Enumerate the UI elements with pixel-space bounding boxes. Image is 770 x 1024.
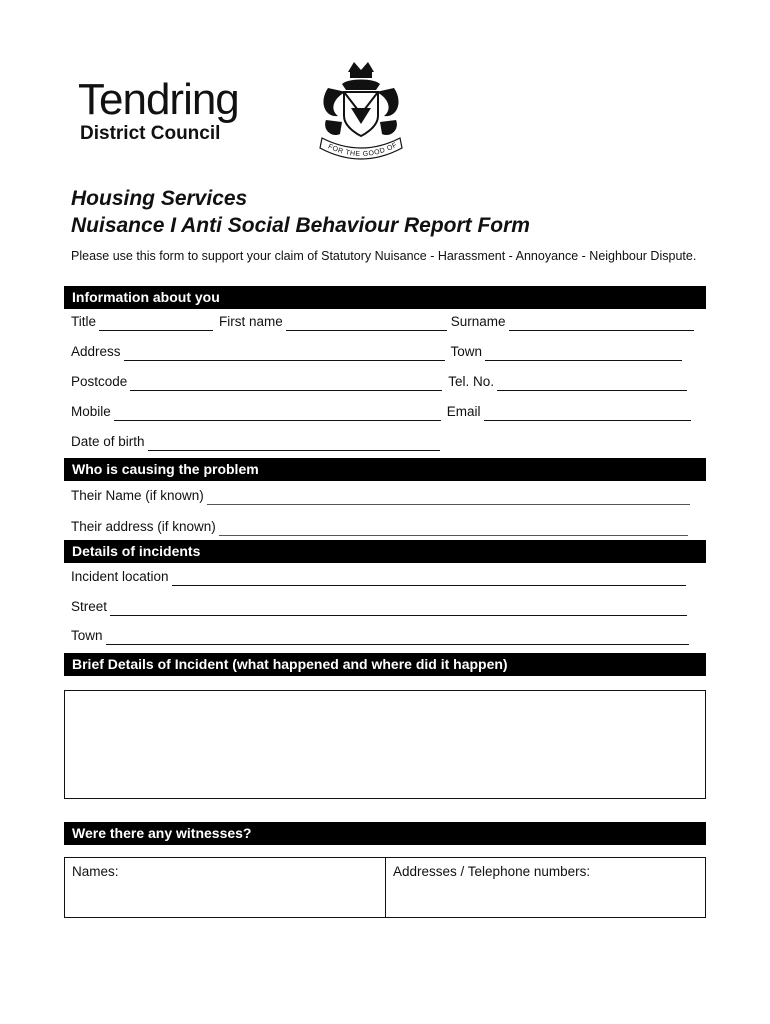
email-label: Email xyxy=(446,404,481,419)
page-title-line2: Nuisance I Anti Social Behaviour Report Form xyxy=(71,214,530,237)
section-header-about-you: Information about you xyxy=(64,286,706,309)
postcode-field[interactable] xyxy=(130,377,442,391)
surname-label: Surname xyxy=(450,314,506,329)
email-field[interactable] xyxy=(484,407,691,421)
street-field[interactable] xyxy=(110,602,687,616)
section-header-brief: Brief Details of Incident (what happened and where did it happen) xyxy=(64,653,706,676)
council-logo-name: Tendring xyxy=(78,75,239,124)
first-name-label: First name xyxy=(219,314,283,329)
incident-town-row xyxy=(71,627,689,645)
page-title-line1: Housing Services xyxy=(71,187,248,210)
section-header-witnesses: Were there any witnesses? xyxy=(64,822,706,845)
intro-text: Please use this form to support your claim of Statutory Nuisance - Harassment - Annoyance - Neighbour Dispute. xyxy=(71,249,697,263)
street-label: Street xyxy=(71,599,108,614)
witness-table-divider xyxy=(385,858,386,917)
dob-label: Date of birth xyxy=(71,434,145,449)
address-label: Address xyxy=(71,344,121,359)
brief-details-box[interactable] xyxy=(64,690,706,799)
tel-label: Tel. No. xyxy=(448,374,495,389)
crest-motto: FOR THE GOOD OF xyxy=(326,141,399,159)
mobile-label: Mobile xyxy=(71,404,111,419)
incident-town-label: Town xyxy=(71,628,103,643)
their-name-row xyxy=(71,487,690,505)
witness-names-label: Names: xyxy=(72,864,119,879)
section-header-incidents: Details of incidents xyxy=(64,540,706,563)
their-address-row xyxy=(71,518,688,536)
town-field[interactable] xyxy=(485,347,682,361)
dob-field[interactable] xyxy=(148,437,440,451)
incident-location-row xyxy=(71,568,686,586)
incident-location-field[interactable] xyxy=(172,572,686,586)
witness-table xyxy=(64,857,706,918)
mobile-row xyxy=(71,403,691,421)
street-row xyxy=(71,598,687,616)
their-name-field[interactable] xyxy=(207,491,690,505)
postcode-label: Postcode xyxy=(71,374,128,389)
first-name-field[interactable] xyxy=(286,317,447,331)
council-crest-icon xyxy=(318,58,404,172)
address-row xyxy=(71,343,682,361)
address-field[interactable] xyxy=(124,347,445,361)
name-row xyxy=(71,313,699,331)
mobile-field[interactable] xyxy=(114,407,441,421)
witness-addresses-label: Addresses / Telephone numbers: xyxy=(393,864,591,879)
town-label: Town xyxy=(450,344,483,359)
incident-town-field[interactable] xyxy=(106,631,689,645)
postcode-row xyxy=(71,373,687,391)
title-label: Title xyxy=(71,314,97,329)
section-header-causing: Who is causing the problem xyxy=(64,458,706,481)
council-logo-subtitle: District Council xyxy=(80,123,221,144)
their-address-label: Their address (if known) xyxy=(71,519,216,534)
tel-field[interactable] xyxy=(497,377,687,391)
incident-location-label: Incident location xyxy=(71,569,169,584)
title-field[interactable] xyxy=(99,317,213,331)
their-address-field[interactable] xyxy=(219,522,688,536)
surname-field[interactable] xyxy=(509,317,694,331)
dob-row xyxy=(71,433,440,451)
their-name-label: Their Name (if known) xyxy=(71,488,204,503)
